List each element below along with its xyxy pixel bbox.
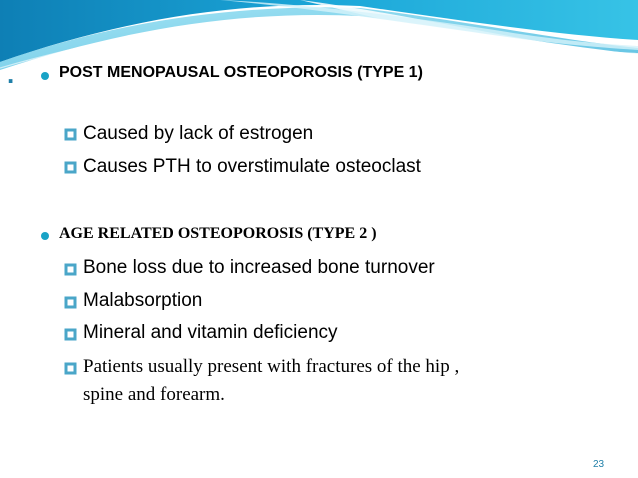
page-number: 23 xyxy=(593,459,605,470)
square-bullet-icon xyxy=(64,128,77,141)
square-bullet-icon xyxy=(64,328,77,341)
square-bullet-icon xyxy=(64,161,77,174)
square-bullet-icon xyxy=(64,362,77,375)
section2-item-1: Malabsorption xyxy=(83,290,203,311)
section1-bullet-icon xyxy=(41,72,49,80)
section1-item-1: Causes PTH to overstimulate osteoclast xyxy=(83,156,421,177)
stray-dot-marker: . xyxy=(7,59,15,89)
section2-item-2: Mineral and vitamin deficiency xyxy=(83,322,338,343)
square-bullet-icon xyxy=(64,296,77,309)
section2-bullet-icon xyxy=(41,232,49,240)
section1-item-0: Caused by lack of estrogen xyxy=(83,123,314,144)
section1-heading: POST MENOPAUSAL OSTEOPOROSIS (TYPE 1) xyxy=(59,64,423,81)
square-bullet-icon xyxy=(64,263,77,276)
section2-heading: AGE RELATED OSTEOPOROSIS (TYPE 2 ) xyxy=(59,225,377,242)
section2-item-3-line2: spine and forearm. xyxy=(83,384,225,405)
section2-item-3-line1: Patients usually present with fractures of the hip , xyxy=(83,356,460,377)
section2-item-0: Bone loss due to increased bone turnover xyxy=(83,257,435,278)
